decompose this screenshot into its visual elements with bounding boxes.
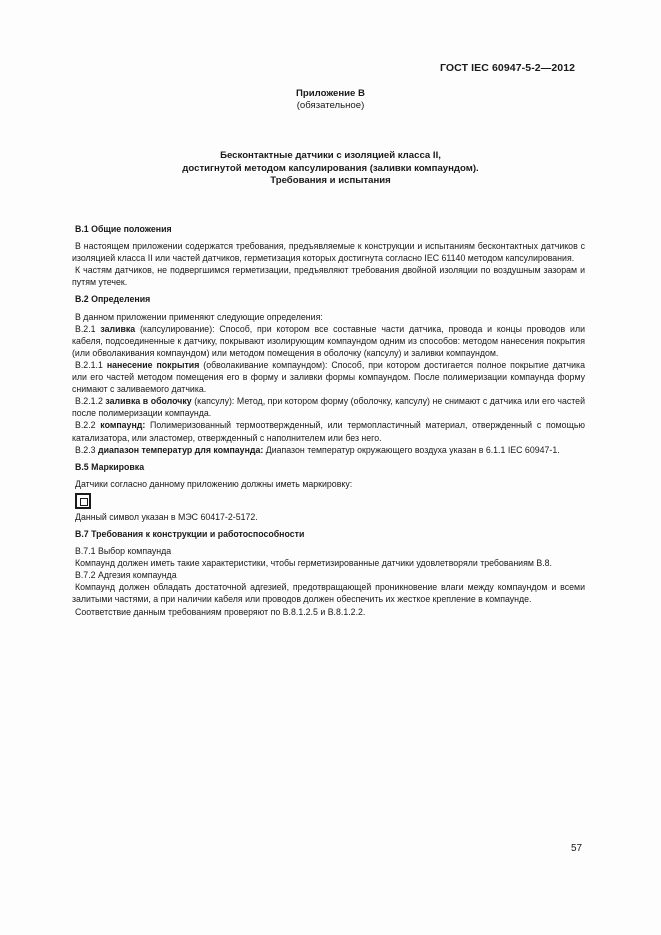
- definition-b23: В.2.3 диапазон температур для компаунда: Диапазон температур окружающего воздуха указан в 6.1.1 IEC 60947-1.: [75, 444, 560, 455]
- section-heading-b2: В.2 Определения: [75, 294, 151, 305]
- paragraph: Данный символ указан в МЭС 60417-2-5172.: [75, 511, 258, 522]
- paragraph: В настоящем приложении содержатся требования, предъявляемые к конструкции и испытаниям бесконтактных датчиков с изоляцией класса II или частей датчиков, герметизация которых достигнута согласно IEC 61140 методом капсулирования.: [72, 241, 585, 264]
- document-body: [72, 223, 585, 618]
- annex-status: (обязательное): [296, 100, 365, 111]
- paragraph: В данном приложении применяют следующие определения:: [75, 311, 323, 322]
- title-line-3: Требования и испытания: [270, 175, 391, 186]
- definition-b211: В.2.1.1 нанесение покрытия (обволакивание компаундом): Способ, при котором достигается полное покрытие датчика или его частей методом помещения его в форму и заливки формы компаундом. После полимеризации компаунда форму снимают с заливаемого датчика.: [72, 359, 585, 395]
- paragraph: Соответствие данным требованиям проверяют по В.8.1.2.5 и В.8.1.2.2.: [75, 606, 366, 617]
- section-heading-b1: В.1 Общие положения: [75, 224, 172, 234]
- page-number: 57: [571, 843, 583, 854]
- double-square-icon: [75, 493, 91, 509]
- paragraph: Компаунд должен обладать достаточной адгезией, предотвращающей проникновение влаги между компаундом и всеми залитыми частями, а при наличии кабеля или проводов должен обеспечить их жесткое крепление в компаунде.: [72, 582, 585, 605]
- title-line-1: Бесконтактные датчики с изоляцией класса II,: [220, 150, 441, 161]
- definition-b22: В.2.2 компаунд: Полимеризованный термоотвержденный, или термопластичный материал, отвержденный с помощью катализатора, или эластомер, отвержденный с наполнителем или без него.: [72, 420, 585, 443]
- subsection-b71: В.7.1 Выбор компаунда: [75, 546, 172, 557]
- document-title: [0, 150, 661, 188]
- subsection-b72: В.7.2 Адгезия компаунда: [75, 570, 177, 581]
- definition-b212: В.2.1.2 заливка в оболочку (капсулу): Метод, при котором форму (оболочку, капсулу) не снимают с датчика или его частей после полимеризации компаунда.: [72, 396, 585, 419]
- paragraph: Компаунд должен иметь такие характеристики, чтобы герметизированные датчики удовлетворяли требованиям В.8.: [75, 558, 552, 569]
- section-heading-b7: В.7 Требования к конструкции и работоспособности: [75, 528, 305, 539]
- paragraph: К частям датчиков, не подвергшимся герметизации, предъявляют требования двойной изоляции по воздушным зазорам и путям утечек.: [72, 265, 585, 288]
- definition-b21: В.2.1 заливка (капсулирование): Способ, при котором все составные части датчика, провода и концы проводов или кабеля, подсоединенные к датчику, покрывают изолирующим компаундом одним из способов: методом нанесения покрытия (или обволакивания компаундом) или методом помещения в оболочку (капсулу) и заливки компаундом.: [72, 323, 585, 358]
- annex-title: Приложение В: [296, 88, 365, 99]
- paragraph: Датчики согласно данному приложению должны иметь маркировку:: [75, 478, 353, 489]
- standard-header: ГОСТ IEC 60947-5-2—2012: [440, 62, 576, 74]
- title-line-2: достигнутой методом капсулирования (заливки компаундом).: [182, 162, 479, 174]
- section-heading-b5: В.5 Маркировка: [75, 461, 145, 472]
